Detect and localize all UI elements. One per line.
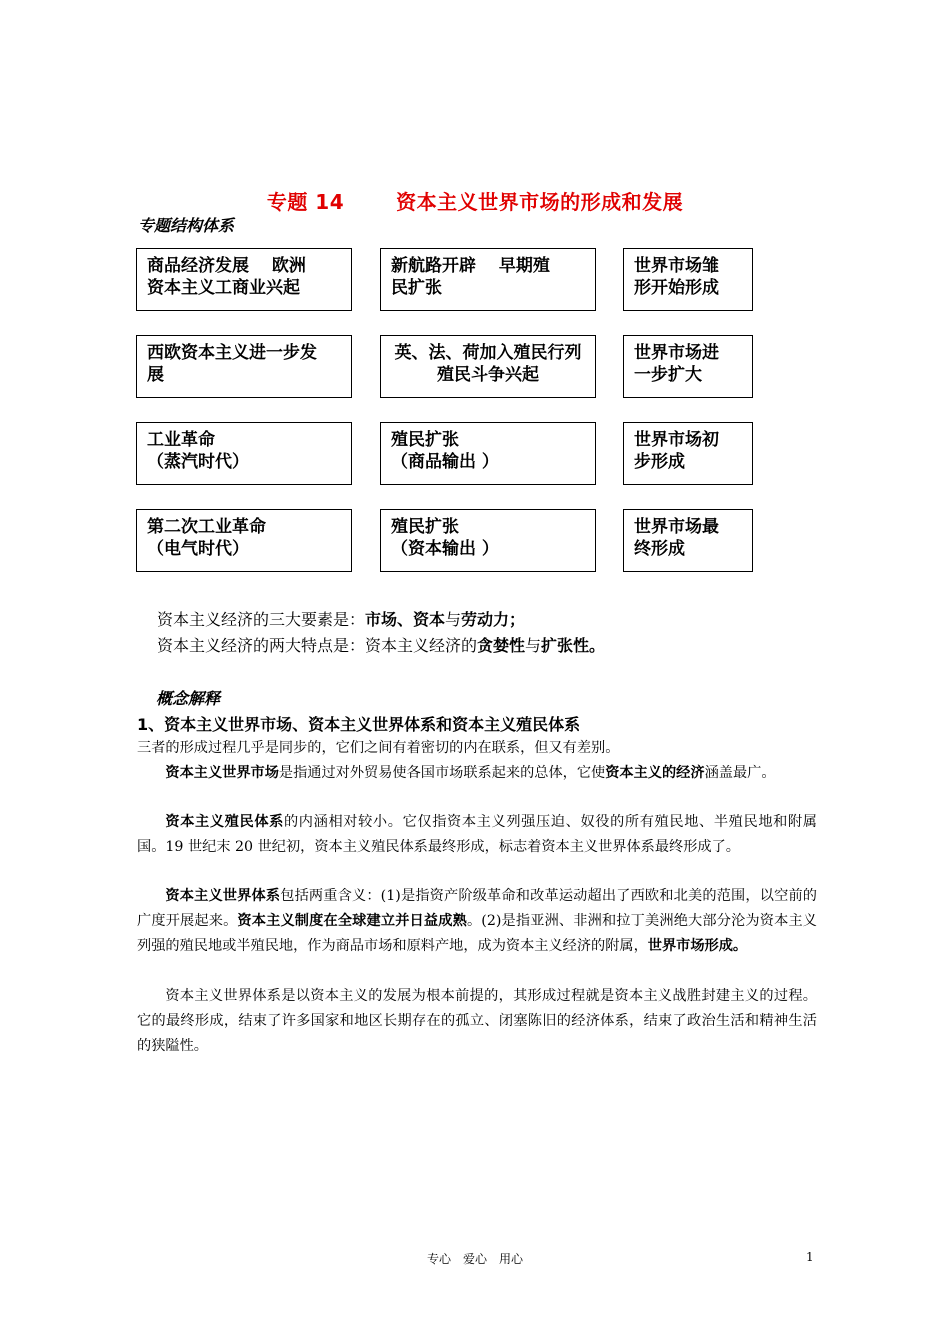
paragraph-colonial-system: 资本主义殖民体系的内涵相对较小。它仅指资本主义列强压迫、奴役的所有殖民地、半殖民地和附属国。19 世纪末 20 世纪初，资本主义殖民体系最终形成，标志着资本主义世界体系最终形成了。 xyxy=(137,814,817,855)
paragraph-world-system: 资本主义世界体系包括两重含义：(1)是指资产阶级革命和改革运动超出了西欧和北美的范围，以空前的广度开展起来。资本主义制度在全球建立并日益成熟。(2)是指亚洲、非洲和拉丁美洲绝大部分沦为资本主义列强的殖民地或半殖民地，作为商品市场和原料产地，成为资本主义经济的附属，世界市场形成。 xyxy=(137,888,817,954)
box-market-expand: 世界市场进 一步扩大 xyxy=(623,335,753,398)
structure-heading: 专题结构体系 xyxy=(138,216,235,235)
intro-paragraph: 三者的形成过程几乎是同步的，它们之间有着密切的内在联系，但又有差别。 xyxy=(137,740,620,756)
page-title: 专题 14 资本主义世界市场的形成和发展 xyxy=(266,190,684,214)
summary-elements: 资本主义经济的三大要素是：市场、资本与劳动力； xyxy=(157,610,526,629)
box-industrial-revolution: 工业革命 （蒸汽时代） xyxy=(136,422,352,485)
box-second-industrial: 第二次工业革命 （电气时代） xyxy=(136,509,352,572)
paragraph-world-market: 资本主义世界市场是指通过对外贸易使各国市场联系起来的总体，它使资本主义的经济涵盖最广。 xyxy=(165,765,776,781)
section-1-heading: 1、资本主义世界市场、资本主义世界体系和资本主义殖民体系 xyxy=(137,715,581,734)
box-commodity-economy: 商品经济发展 欧洲 资本主义工商业兴起 xyxy=(136,248,352,311)
box-market-embryo: 世界市场雏 形开始形成 xyxy=(623,248,753,311)
box-colonial-capital: 殖民扩张 （资本输出 ） xyxy=(380,509,596,572)
box-western-europe: 西欧资本主义进一步发 展 xyxy=(136,335,352,398)
page-number: 1 xyxy=(806,1250,814,1264)
paragraph-conclusion: 资本主义世界体系是以资本主义的发展为根本前提的，其形成过程就是资本主义战胜封建主义的过程。它的最终形成，结束了许多国家和地区长期存在的孤立、闭塞陈旧的经济体系，结束了政治生活和精神生活的狭隘性。 xyxy=(137,988,817,1054)
concept-heading: 概念解释 xyxy=(156,689,221,708)
box-colonial-goods: 殖民扩张 （商品输出 ） xyxy=(380,422,596,485)
summary-features: 资本主义经济的两大特点是：资本主义经济的贪婪性与扩张性。 xyxy=(157,636,606,655)
page-footer: 专心 爱心 用心 xyxy=(426,1252,523,1266)
box-market-initial: 世界市场初 步形成 xyxy=(623,422,753,485)
box-colonial-ranks: 英、法、荷加入殖民行列 殖民斗争兴起 xyxy=(380,335,596,398)
box-new-routes: 新航路开辟 早期殖 民扩张 xyxy=(380,248,596,311)
box-market-final: 世界市场最 终形成 xyxy=(623,509,753,572)
